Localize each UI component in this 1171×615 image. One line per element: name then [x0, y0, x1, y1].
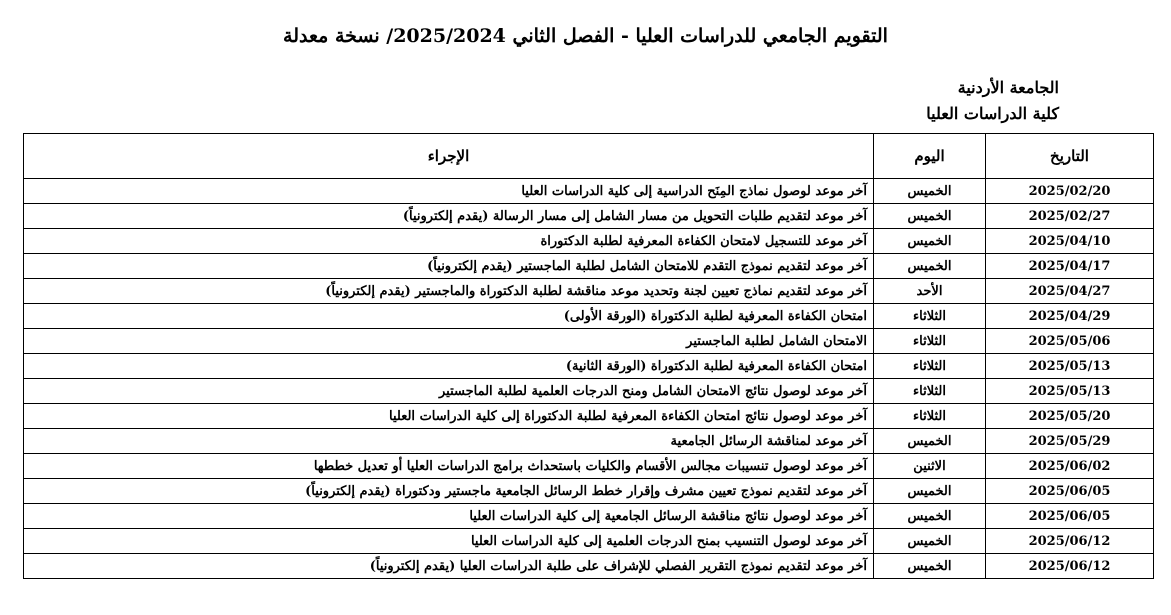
- cell-date: 2025/06/05: [986, 479, 1154, 504]
- page-title: التقويم الجامعي للدراسات العليا - الفصل الثاني 2025/2024/ نسخة معدلة: [283, 25, 888, 47]
- table-row: [24, 554, 1154, 579]
- cell-day: الخميس: [874, 254, 986, 279]
- table-row: [24, 479, 1154, 504]
- table-row: [24, 354, 1154, 379]
- cell-date: 2025/06/05: [986, 504, 1154, 529]
- cell-date: 2025/05/29: [986, 429, 1154, 454]
- table-row: [24, 529, 1154, 554]
- table-row: [24, 229, 1154, 254]
- header-day: اليوم: [874, 134, 986, 179]
- cell-day: الخميس: [874, 229, 986, 254]
- cell-action: آخر موعد لمناقشة الرسائل الجامعية: [24, 429, 874, 454]
- header-date: التاريخ: [986, 134, 1154, 179]
- cell-day: الخميس: [874, 529, 986, 554]
- cell-date: 2025/05/13: [986, 354, 1154, 379]
- cell-day: الثلاثاء: [874, 379, 986, 404]
- table-row: [24, 329, 1154, 354]
- table-row: [24, 404, 1154, 429]
- cell-action: آخر موعد لتقديم طلبات التحويل من مسار الشامل إلى مسار الرسالة (يقدم إلكترونياً): [24, 204, 874, 229]
- cell-date: 2025/06/12: [986, 554, 1154, 579]
- cell-action: آخر موعد لتقديم نموذج التقرير الفصلي للإشراف على طلبة الدراسات العليا (يقدم إلكترونياً): [24, 554, 874, 579]
- cell-action: آخر موعد لوصول نتائج امتحان الكفاءة المعرفية لطلبة الدكتوراة إلى كلية الدراسات العليا: [24, 404, 874, 429]
- cell-date: 2025/06/12: [986, 529, 1154, 554]
- cell-day: الأحد: [874, 279, 986, 304]
- cell-date: 2025/04/27: [986, 279, 1154, 304]
- cell-day: الخميس: [874, 179, 986, 204]
- cell-action: آخر موعد لتقديم نموذج تعيين مشرف وإقرار خطط الرسائل الجامعية ماجستير ودكتوراة (يقدم إلكترونياً): [24, 479, 874, 504]
- cell-day: الخميس: [874, 554, 986, 579]
- cell-day: الثلاثاء: [874, 404, 986, 429]
- cell-date: 2025/05/20: [986, 404, 1154, 429]
- cell-action: آخر موعد لتقديم نماذج تعيين لجنة وتحديد موعد مناقشة لطلبة الدكتوراة والماجستير (يقدم إلكترونياً): [24, 279, 874, 304]
- cell-action: آخر موعد لوصول تنسيبات مجالس الأقسام والكليات باستحداث برامج الدراسات العليا أو تعديل خططها: [24, 454, 874, 479]
- cell-day: الخميس: [874, 504, 986, 529]
- header-action: الإجراء: [24, 134, 874, 179]
- cell-date: 2025/04/17: [986, 254, 1154, 279]
- table-row: [24, 429, 1154, 454]
- cell-day: الثلاثاء: [874, 304, 986, 329]
- table-row: [24, 379, 1154, 404]
- cell-day: الثلاثاء: [874, 354, 986, 379]
- cell-day: الخميس: [874, 479, 986, 504]
- table-row: [24, 179, 1154, 204]
- cell-action: آخر موعد لوصول نتائج الامتحان الشامل ومنح الدرجات العلمية لطلبة الماجستير: [24, 379, 874, 404]
- cell-action: آخر موعد لوصول نماذج المِنَح الدراسية إلى كلية الدراسات العليا: [24, 179, 874, 204]
- cell-action: الامتحان الشامل لطلبة الماجستير: [24, 329, 874, 354]
- cell-day: الثلاثاء: [874, 329, 986, 354]
- cell-date: 2025/05/06: [986, 329, 1154, 354]
- table-row: [24, 279, 1154, 304]
- cell-day: الخميس: [874, 204, 986, 229]
- table-row: [24, 304, 1154, 329]
- calendar-body: [24, 179, 1154, 579]
- cell-date: 2025/04/10: [986, 229, 1154, 254]
- cell-action: آخر موعد لتقديم نموذج التقدم للامتحان الشامل لطلبة الماجستير (يقدم إلكترونياً): [24, 254, 874, 279]
- table-row: [24, 204, 1154, 229]
- cell-date: 2025/05/13: [986, 379, 1154, 404]
- table-row: [24, 454, 1154, 479]
- faculty-name: كلية الدراسات العليا: [926, 104, 1059, 123]
- cell-date: 2025/06/02: [986, 454, 1154, 479]
- cell-date: 2025/04/29: [986, 304, 1154, 329]
- cell-date: 2025/02/20: [986, 179, 1154, 204]
- cell-day: الخميس: [874, 429, 986, 454]
- table-row: [24, 504, 1154, 529]
- cell-day: الاثنين: [874, 454, 986, 479]
- cell-action: امتحان الكفاءة المعرفية لطلبة الدكتوراة (الورقة الأولى): [24, 304, 874, 329]
- calendar-table: [23, 133, 1154, 579]
- table-row: [24, 254, 1154, 279]
- cell-action: آخر موعد لوصول التنسيب بمنح الدرجات العلمية إلى كلية الدراسات العليا: [24, 529, 874, 554]
- table-header-row: [24, 134, 1154, 179]
- cell-action: آخر موعد لوصول نتائج مناقشة الرسائل الجامعية إلى كلية الدراسات العليا: [24, 504, 874, 529]
- university-name: الجامعة الأردنية: [957, 78, 1059, 97]
- cell-date: 2025/02/27: [986, 204, 1154, 229]
- cell-action: آخر موعد للتسجيل لامتحان الكفاءة المعرفية لطلبة الدكتوراة: [24, 229, 874, 254]
- cell-action: امتحان الكفاءة المعرفية لطلبة الدكتوراة (الورقة الثانية): [24, 354, 874, 379]
